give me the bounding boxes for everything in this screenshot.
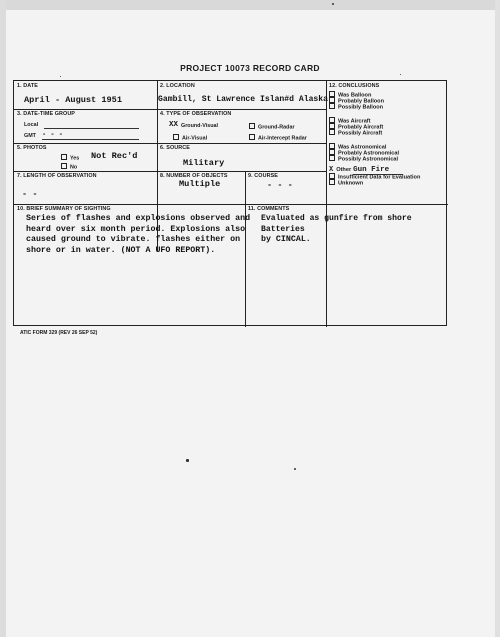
checkbox-icon [329, 97, 335, 103]
ground-radar-option: Ground-Radar [249, 123, 295, 131]
conclusion-label: Was Aircraft [338, 118, 371, 125]
gmt-label: GMT [24, 133, 36, 139]
location-cell [157, 81, 326, 109]
conclusion-label: Probably Astronomical [338, 150, 400, 157]
ground-visual-check: XX [169, 121, 179, 129]
comments-line: Evaluated as gunfire from shore Batteries [261, 214, 412, 234]
course-value: - - - [267, 180, 293, 190]
photos-cell [14, 143, 157, 171]
checkbox-icon [329, 117, 335, 123]
conclusion-label: Possibly Astronomical [338, 156, 399, 163]
length-value: - - [22, 189, 38, 199]
date-label: 1. DATE [17, 83, 38, 89]
summary-label: 10. BRIEF SUMMARY OF SIGHTING [17, 206, 111, 212]
checkbox-icon [249, 123, 255, 129]
conclusion-label: Unknown [338, 180, 364, 187]
scan-speck [60, 76, 61, 77]
conclusion-label: Insufficient Data for Evaluation [338, 174, 421, 181]
conclusions-cell [326, 81, 448, 204]
scan-edge-right [495, 0, 500, 637]
gmt-value: - - - [42, 131, 64, 139]
summary-line: heard over six month period. Explosions also [26, 224, 246, 234]
comments-label: 11. COMMENTS [248, 206, 290, 212]
record-card [13, 80, 447, 326]
checkbox-icon [61, 163, 67, 169]
checkbox-icon [329, 143, 335, 149]
checkbox-icon [329, 103, 335, 109]
conclusion-option [329, 179, 363, 187]
date-cell [14, 81, 157, 109]
other-conclusion-value: Gun Fire [353, 166, 403, 175]
conclusion-label: Possibly Aircraft [338, 130, 383, 137]
local-line [44, 128, 139, 129]
observation-type-label: 4. TYPE OF OBSERVATION [160, 111, 232, 117]
datetime-label: 3. DATE-TIME GROUP [17, 111, 76, 117]
comments-cell [245, 204, 448, 327]
gmt-line [42, 139, 139, 140]
checkbox-icon [249, 134, 255, 140]
photos-yes-option: Yes [61, 154, 79, 162]
checkbox-icon [61, 154, 67, 160]
form-footer: ATIC FORM 329 (REV 26 SEP 52) [20, 330, 98, 336]
conclusions-label: 12. CONCLUSIONS [329, 83, 380, 89]
scan-speck [400, 74, 401, 75]
local-label: Local [24, 122, 39, 128]
checkbox-icon [329, 155, 335, 161]
objects-cell [157, 171, 245, 204]
objects-value: Multiple [179, 179, 221, 189]
checkbox-icon [329, 173, 335, 179]
conclusion-label: Probably Aircraft [338, 124, 384, 131]
photos-label: 5. PHOTOS [17, 145, 47, 151]
datetime-cell [14, 109, 157, 143]
observation-type-cell [157, 109, 326, 143]
conclusion-option [329, 103, 383, 111]
course-label: 9. COURSE [248, 173, 278, 179]
conclusion-label: Other [336, 167, 352, 173]
conclusion-option [329, 129, 382, 137]
conclusion-option [329, 155, 398, 163]
summary-line: shore or in water. (NOT A UFO REPORT). [26, 245, 216, 255]
date-value: April - August 1951 [24, 95, 122, 105]
ground-visual-option: Ground-Visual [181, 123, 219, 129]
checkbox-icon [329, 149, 335, 155]
objects-label: 8. NUMBER OF OBJECTS [160, 173, 228, 179]
comments-text [261, 214, 456, 246]
conclusion-label: Possibly Balloon [338, 104, 384, 111]
scan-speck [186, 459, 189, 462]
conclusion-label: Was Astronomical [338, 144, 387, 151]
scan-edge-left [0, 0, 6, 637]
record-card-title: PROJECT 10073 RECORD CARD [180, 63, 320, 73]
scan-speck [332, 3, 334, 5]
photos-note: Not Rec'd [91, 151, 138, 161]
course-cell [245, 171, 326, 204]
summary-cell [14, 204, 251, 327]
location-label: 2. LOCATION [160, 83, 195, 89]
conclusion-label: Probably Balloon [338, 98, 384, 105]
checkbox-icon [329, 179, 335, 185]
checkbox-icon [173, 134, 179, 140]
location-value: Gambill, St Lawrence Islan#d Alaska [158, 95, 328, 104]
air-visual-option: Air-Visual [173, 134, 207, 142]
checkbox-icon [329, 129, 335, 135]
air-intercept-option: Air-Intercept Radar [249, 134, 307, 142]
scan-speck [294, 468, 296, 470]
length-cell [14, 171, 157, 204]
comments-line: by CINCAL. [261, 235, 311, 244]
checked-mark: X [329, 166, 334, 174]
source-value: Military [183, 158, 225, 168]
checkbox-icon [329, 123, 335, 129]
conclusion-label: Was Balloon [338, 92, 372, 99]
photos-no-option: No [61, 163, 77, 171]
source-cell [157, 143, 326, 171]
summary-line: caused ground to vibrate. flashes either on [26, 235, 241, 244]
scan-edge-top [0, 0, 500, 10]
length-label: 7. LENGTH OF OBSERVATION [17, 173, 97, 179]
source-label: 6. SOURCE [160, 145, 190, 151]
summary-line: Series of flashes and explosions observed and [26, 214, 251, 223]
checkbox-icon [329, 91, 335, 97]
